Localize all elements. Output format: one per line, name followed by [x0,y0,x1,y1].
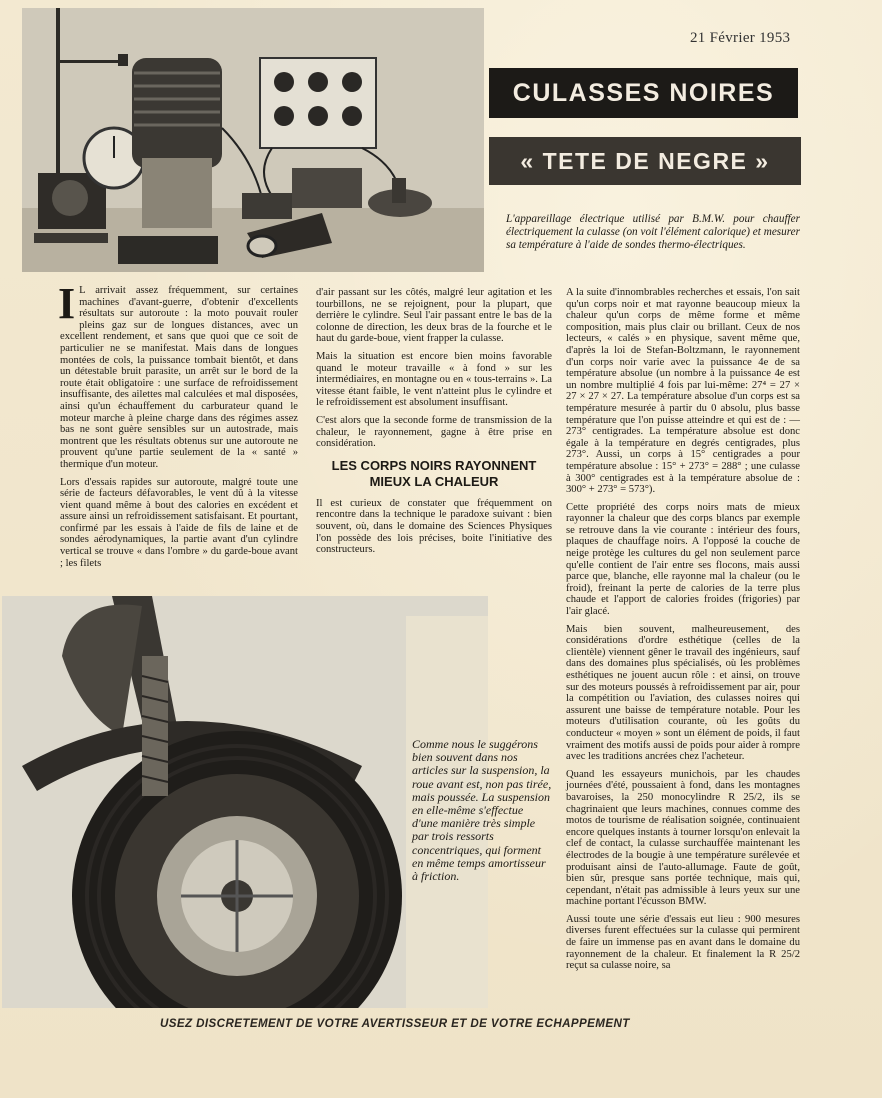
column2-paragraph-4: Il est curieux de constater que fréquemment on rencontre dans la technique le paradoxe suivant : bien souvent, où, dans le domaine des Sciences Physiques l'on possède des lois précises, boite l'initiative des constructeurs. [316,497,552,556]
column2-paragraph-3: C'est alors que la seconde forme de transmission de la chaleur, le rayonnement, gagne à être prise en considération. [316,414,552,450]
column2-paragraph-2: Mais la situation est encore bien moins favorable quand le moteur travaille « à fond » sur les intermédiaires, en montagne ou en « tous-terrains ». La vitesse étant faible, le vent n'atteint plus le cylindre et le refroidissement est absolument insuffisant. [316,350,552,409]
column1-paragraph-2: Lors d'essais rapides sur autoroute, malgré toute une série de facteurs défavorables, le vent dû à la vitesse vient quand même à bout des calories en excédent et assure ainsi un refroidissement satisfaisant. Et pourtant, confirmé par les essais à l'aide de fils de laine et de sondes aérodynamiques, la partie avant d'un cylindre vertical se trouve « dans l'ombre » du garde-boue avant ; les filets [60,476,298,569]
column3-paragraph-4: Quand les essayeurs munichois, par les chaudes journées d'été, poussaient à fond, dans les montagnes bavaroises, la 250 monocylindre R 25/2, ils se chagrinaient que leurs machines, connues comme des motos de tourisme de réalisation soignée, continuaient encore quelques instants à tourner lorsqu'on enlevait la clef de contact, la culasse surchauffée maintenant les électrodes de la bougie à une température surélevée et produisant ainsi de l'auto-allumage. Faute de goût, bien sûr, presque sans portée technique, mais qui, cependant, n'était pas admissible à leurs yeux sur une machine portant l'écusson BMW. [566,768,800,908]
text-column-1 [58,279,298,575]
column3-paragraph-2: Cette propriété des corps noirs mats de mieux rayonner la chaleur que des corps blancs par exemple se retrouve dans la vie courante : intérieur des fours, plaques de chauffage noirs. A l'opposé la couche de neige protège les cultures du gel non seulement parce qu'elle contient de l'air entre ses flocons, mais aussi parce que, blanche, elle rayonne mal la chaleur (ou le froid), freinant la perte de calories de la terre plus chaude et l'apport de calories froides (frigories) par l'air glacé. [566,501,800,618]
column3-paragraph-1: A la suite d'innombrables recherches et essais, l'on sait qu'un corps noir et mat rayonne beaucoup mieux la chaleur qu'un corps de même forme et même composition, mais plus clair ou brillant. Ceux de nos lecteurs, « calés » en physique, savent même que, d'après la loi de Stefan-Boltzmann, le rayonnement d'un corps noir varie avec la puissance 4e de sa température absolue (un nombre à la puissance 4e est un nombre multiplié 4 fois par lui-même: 27⁴ = 27 × 27 × 27 × 27. La température absolue d'un corps est sa température mesurée à partir du 0 absolu, plus basse température que l'on puisse atteindre et qui est de : —273° centigrades. La température absolue est donc égale à la température en degrés centigrades, plus 273°. Aussi, un corps à 15° centigrades a pour température absolue : 15° + 273° = 288° ; une culasse à 300° centigrades est à la température absolue de : 300° + 273° = 573°). [566,287,800,496]
photo-caption-bottom: Comme nous le suggérons bien souvent dans nos articles sur la suspension, la roue avant est, non pas tirée, mais poussée. La suspension en elle-même s'effectue d'une manière très simple par trois ressorts concentriques, qui forment en même temps amortisseur à friction. [412,737,552,884]
column3-paragraph-3: Mais bien souvent, malheureusement, des considérations d'ordre esthétique (celles de la clientèle) viennent gêner le travail des ingénieurs, sauf dans des domaines plus spécialisés, où les problèmes esthétiques ne jouent aucun rôle : et ainsi, on trouve sur des moteurs poussés à refroidissement par air, pour la compétition ou l'aviation, des culasses noires qui assurent une baisse de température notable. Pour les moteurs d'utilisation courante, où les goûts du conducteur « moyen » sont un élément de poids, il faut vraiment des motifs aussi de poids pour aider à rompre avec les traditions ancrées chez l'acheteur. [566,623,800,763]
footer-slogan: USEZ DISCRETEMENT DE VOTRE AVERTISSEUR ET DE VOTRE ECHAPPEMENT [160,1017,630,1030]
column2-paragraph-1: d'air passant sur les côtés, malgré leur agitation et les tourbillons, ne se rejoignent, pour la plupart, que derrière le cylindre. Seul l'air passant entre le bas de la colonne de direction, les deux bras de la fourche et le haut du garde-boue, vient frapper la culasse. [316,287,552,345]
text-column-2 [316,287,552,562]
section-heading-line-1: LES CORPS NOIRS RAYONNENT [331,457,537,473]
article-subtitle: « TETE DE NEGRE » [489,137,801,185]
column1-paragraph-1: I L arrivait assez fréquemment, sur certaines machines d'avant-guerre, d'obtenir d'excellents résultats sur autoroute : la moto pouvait rouler pleins gaz sur de longues distances, avec un excellent rendement, et sans que quoi que ce soit de particulier ne se manifestat. Mais dans de longues montées de cols, la puissance tombait bientôt, et dans un détestable bruit parasite, un arrêt sur le bord de la route était obligatoire : une surface de refroidissement insuffisante, des ailettes mal calculées et mal disposées, ainsi qu'un échauffement du carburateur quand le moteur marche à pleine charge dans des régimes assez bas ne sont guère sensibles sur un autostrade, mais montrent que les résultats obtenus sur une autoroute ne prouvent qu'une partie seulement de la « santé » thermique d'un moteur. [58,279,298,470]
section-heading [316,458,552,490]
column3-paragraph-5: Aussi toute une série d'essais eut lieu : 900 mesures diverses furent effectuées sur la culasse qui permirent de faire un immense pas en avant dans le domaine du rayonnement de la chaleur. Et finalement la R 25/2 reçut sa culasse noire, sa [566,913,800,972]
text-column-3 [566,287,800,978]
photo-caption-top: L'appareillage électrique utilisé par B.M.W. pour chauffer électriquement la culasse (on voit l'élément calorique) et mesurer sa température à l'aide de sondes thermo-électriques. [506,213,800,251]
article-title: CULASSES NOIRES [489,68,798,118]
apparatus-photo [22,8,484,272]
issue-date: 21 Février 1953 [690,30,791,46]
section-heading-line-2: MIEUX LA CHALEUR [369,473,499,489]
drop-cap: I [58,279,76,328]
